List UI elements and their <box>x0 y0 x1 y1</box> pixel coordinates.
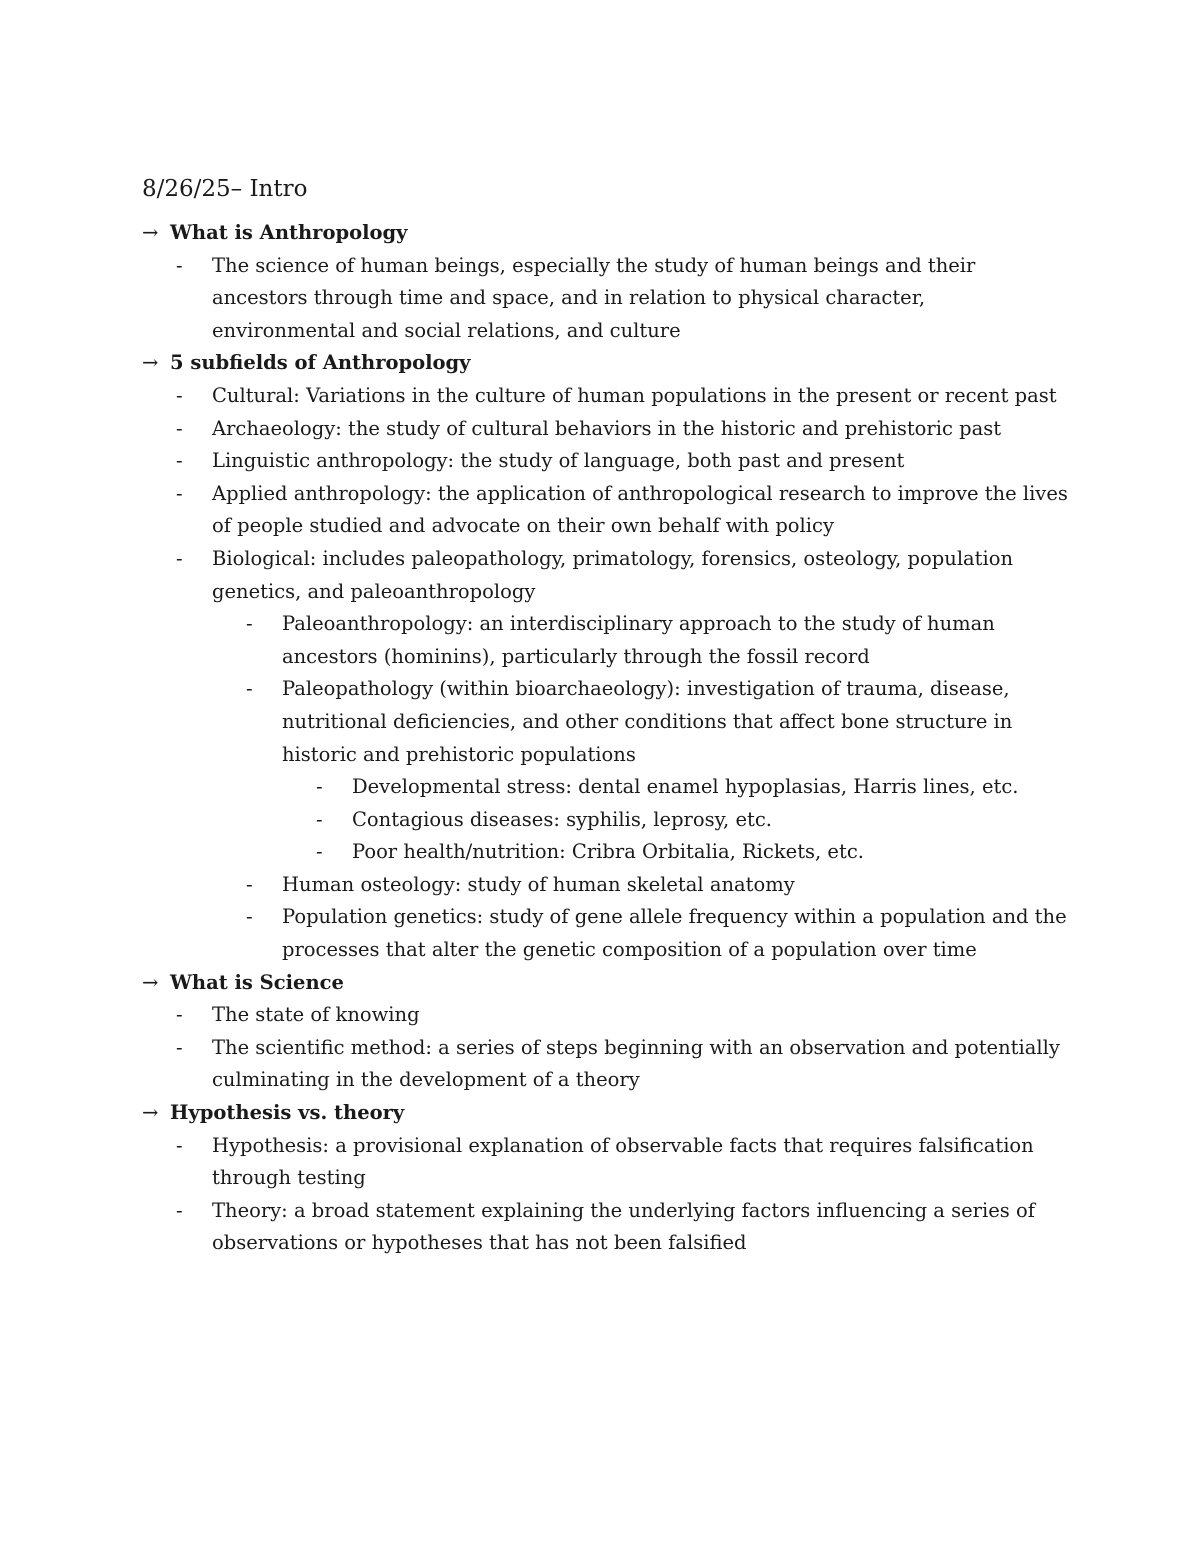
arrow-icon: → <box>142 351 159 375</box>
list-item <box>142 380 1072 413</box>
sub-list-item-text: Population genetics: study of gene allele frequency within a population and the processes that alter the genetic composition of a population over time <box>282 905 1067 962</box>
list-item <box>142 1195 1072 1260</box>
section-heading-text: 5 subfields of Anthropology <box>170 351 471 375</box>
section-what-is-science <box>142 967 1072 1097</box>
dash-bullet-icon: - <box>246 872 253 896</box>
sub-list-item <box>212 608 1072 673</box>
bullet-list <box>142 1130 1072 1260</box>
bullet-list <box>142 380 1072 967</box>
section-heading <box>142 967 1072 1000</box>
list-item-text: Biological: includes paleopathology, primatology, forensics, osteology, population genetics, and paleoanthropology <box>212 546 1014 603</box>
section-subfields <box>142 347 1072 966</box>
list-item-text: The state of knowing <box>212 1003 420 1027</box>
dash-bullet-icon: - <box>246 905 253 929</box>
sub-bullet-list <box>212 608 1072 967</box>
bullet-list <box>142 999 1072 1097</box>
section-heading-text: What is Anthropology <box>170 221 408 244</box>
list-item-text: Theory: a broad statement explaining the underlying factors influencing a series of observations or hypotheses that has not been falsified <box>212 1198 1035 1255</box>
section-what-is-anthropology <box>142 217 1072 347</box>
list-item-text: Linguistic anthropology: the study of language, both past and present <box>212 449 905 473</box>
sub-list-item <box>212 901 1072 966</box>
sub-list-item <box>212 673 1072 869</box>
dash-bullet-icon: - <box>176 416 183 440</box>
dash-bullet-icon: - <box>316 840 323 864</box>
dash-bullet-icon: - <box>176 1003 183 1027</box>
sub-list-item <box>212 869 1072 902</box>
arrow-icon: → <box>142 970 159 994</box>
list-item <box>142 250 1072 348</box>
list-item <box>142 478 1072 543</box>
sub-list-item-text: Human osteology: study of human skeletal anatomy <box>282 872 795 896</box>
dash-bullet-icon: - <box>176 546 183 570</box>
dash-bullet-icon: - <box>176 449 183 473</box>
list-item <box>142 1130 1072 1195</box>
list-item <box>142 999 1072 1032</box>
dash-bullet-icon: - <box>316 807 323 831</box>
section-heading-text: Hypothesis vs. theory <box>170 1101 405 1125</box>
list-item <box>142 543 1072 967</box>
section-heading-text: What is Science <box>170 970 344 994</box>
list-item-text: Cultural: Variations in the culture of human populations in the present or recent past <box>212 383 1057 407</box>
list-item-text: Archaeology: the study of cultural behaviors in the historic and prehistoric past <box>212 416 1002 440</box>
section-heading <box>142 1097 1072 1130</box>
bullet-list <box>142 250 1072 348</box>
arrow-icon: → <box>142 221 159 244</box>
dash-bullet-icon: - <box>176 253 183 277</box>
list-item <box>142 1032 1072 1097</box>
sub-sub-list-item <box>282 804 1072 837</box>
list-item-text: The science of human beings, especially the study of human beings and their ancestors through time and space, and in relation to physical character, environmental and social relations, and culture <box>212 253 976 342</box>
dash-bullet-icon: - <box>246 677 253 701</box>
sub-sub-bullet-list <box>282 771 1072 869</box>
dash-bullet-icon: - <box>246 612 253 636</box>
page-title: 8/26/25– Intro <box>142 176 308 202</box>
sub-sub-list-item <box>282 771 1072 804</box>
dash-bullet-icon: - <box>176 383 183 407</box>
arrow-icon: → <box>142 1101 159 1125</box>
list-item-text: Applied anthropology: the application of anthropological research to improve the lives of people studied and advocate on their own behalf with policy <box>212 481 1068 538</box>
sub-sub-list-item <box>282 836 1072 869</box>
sub-list-item-text: Paleopathology (within bioarchaeology): investigation of trauma, disease, nutritional deficiencies, and other conditions that affect bone structure in historic and prehistoric populations <box>282 677 1013 766</box>
section-hypothesis-vs-theory <box>142 1097 1072 1260</box>
list-item-text: The scientific method: a series of steps beginning with an observation and potentially culminating in the development of a theory <box>212 1035 1060 1092</box>
dash-bullet-icon: - <box>176 481 183 505</box>
sub-sub-list-item-text: Developmental stress: dental enamel hypoplasias, Harris lines, etc. <box>352 775 1019 799</box>
sub-sub-list-item-text: Contagious diseases: syphilis, leprosy, etc. <box>352 807 772 831</box>
list-item <box>142 413 1072 446</box>
dash-bullet-icon: - <box>176 1133 183 1157</box>
section-heading <box>142 217 1072 250</box>
sub-list-item-text: Paleoanthropology: an interdisciplinary approach to the study of human ancestors (hominins), particularly through the fossil record <box>282 612 995 668</box>
section-heading <box>142 347 1072 380</box>
dash-bullet-icon: - <box>176 1035 183 1059</box>
list-item-text: Hypothesis: a provisional explanation of observable facts that requires falsification through testing <box>212 1133 1034 1190</box>
dash-bullet-icon: - <box>316 775 323 799</box>
notes-body <box>142 217 1072 1260</box>
list-item <box>142 445 1072 478</box>
dash-bullet-icon: - <box>176 1198 183 1222</box>
sub-sub-list-item-text: Poor health/nutrition: Cribra Orbitalia, Rickets, etc. <box>352 840 864 864</box>
